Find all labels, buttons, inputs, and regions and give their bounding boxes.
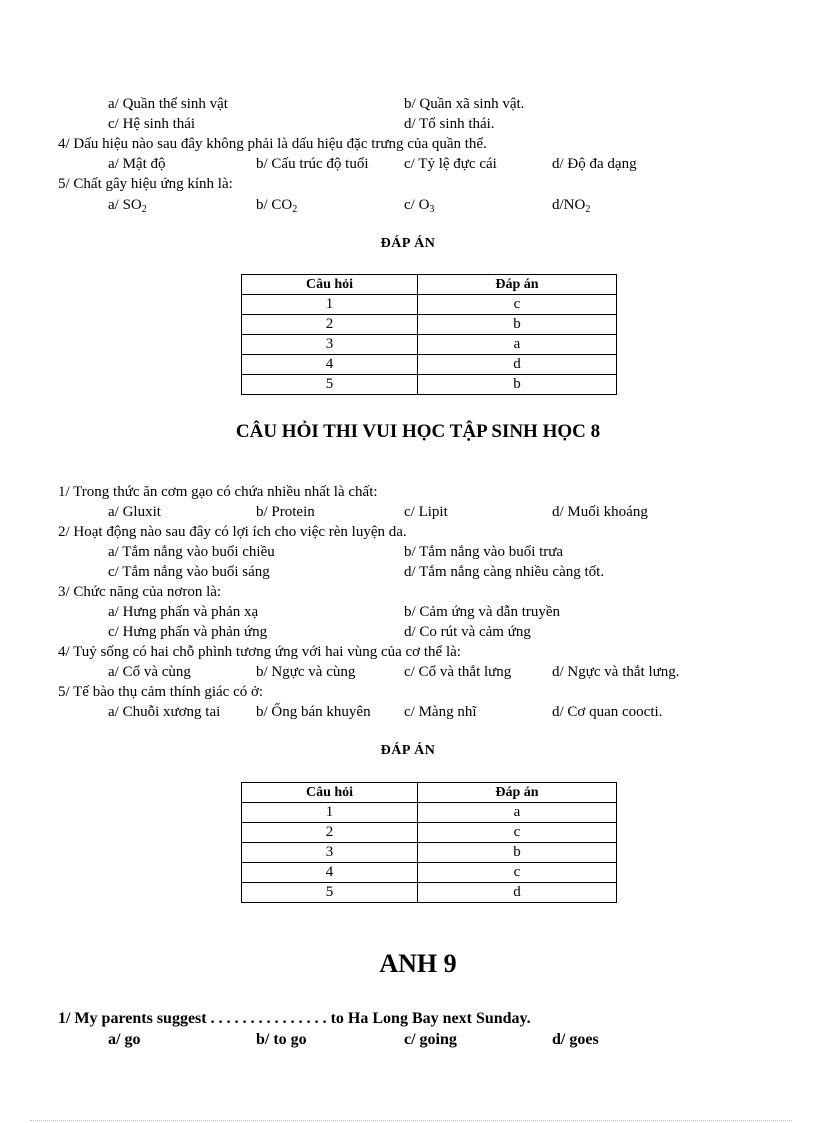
option-d: d/ Độ đa dạng [552,156,637,172]
cell-answer: d [418,355,617,375]
option-a: a/ go [108,1031,141,1048]
cell-question: 4 [242,355,418,375]
english9-question-1: 1/ My parents suggest . . . . . . . . . . . . . . . to Ha Long Bay next Sunday. [58,1010,531,1027]
bio8-q1-options [108,502,748,522]
option-a: a/ Tắm nắng vào buổi chiều [108,544,275,560]
cell-question: 3 [242,843,418,863]
option-c: c/ Hệ sinh thái [108,116,196,132]
cell-answer: b [418,843,617,863]
bio8-question-4: 4/ Tuỷ sống có hai chỗ phình tương ứng với hai vùng của cơ thể là: [58,644,461,660]
option-a: a/ Cổ và cùng [108,664,191,680]
question-4: 4/ Dấu hiệu nào sau đây không phải là dấu hiệu đặc trưng của quần thể. [58,136,487,152]
option-a: a/ Chuỗi xương tai [108,704,221,720]
option-b: b/ to go [256,1031,307,1048]
cell-answer: d [418,883,617,903]
table-row [242,843,617,863]
bio8-q3-options-row2 [108,622,748,642]
option-a: a/ Mật độ [108,156,166,172]
table-row [242,883,617,903]
bio8-question-2: 2/ Hoạt động nào sau đây có lợi ích cho việc rèn luyện da. [58,524,407,540]
option-c: c/ Hưng phấn và phản ứng [108,624,268,640]
option-d: $d/NO_2$ [552,197,591,215]
option-d: d/ Ngực và thắt lưng. [552,664,680,680]
option-d: d/ goes [552,1031,599,1048]
cell-question: 3 [242,335,418,355]
option-a: a/ Gluxit [108,504,161,520]
answer-table-1 [241,274,617,395]
cell-answer: a [418,803,617,823]
option-b: b/ Ngực và cùng [256,664,356,680]
cell-question: 2 [242,823,418,843]
column-header-question: Câu hỏi [242,275,418,295]
table-row [242,823,617,843]
option-c: c/ going [404,1031,457,1048]
table-row [242,803,617,823]
option-d: d/ Tắm nắng càng nhiều càng tốt. [404,564,605,580]
cell-answer: c [418,863,617,883]
bio8-question-5: 5/ Tế bào thụ cảm thính giác có ở: [58,684,264,700]
bio8-q3-options-row1 [108,602,748,622]
bio8-q2-options-row2 [108,562,748,582]
english9-q1-options [108,1030,748,1050]
cell-answer: a [418,335,617,355]
table-row [242,315,617,335]
table-row [242,295,617,315]
q5-options [108,195,748,215]
option-b: b/ Ống bán khuyên [256,704,371,720]
table-header-row [242,275,617,295]
cell-answer: c [418,823,617,843]
option-a: a/ Quần thể sinh vật [108,96,228,112]
option-b: b/ Tắm nắng vào buổi trưa [404,544,564,560]
cell-answer: c [418,295,617,315]
answer-table-2 [241,782,617,903]
option-c: c/ Lipit [404,504,448,520]
cell-answer: b [418,375,617,395]
option-d: d/ Muối khoáng [552,504,648,520]
column-header-answer: Đáp án [418,783,617,803]
option-b: b/ $CO_2$ [256,197,298,215]
bio8-q5-options [108,702,748,722]
table-row [242,355,617,375]
page-bottom-rule [30,1120,792,1121]
bio8-q4-options [108,662,748,682]
table-row [242,335,617,355]
q4-options [108,154,748,174]
cell-question: 2 [242,315,418,335]
cell-question: 5 [242,375,418,395]
section-title-english9: ANH 9 [379,949,457,978]
bio8-question-1: 1/ Trong thức ăn cơm gạo có chứa nhiều nhất là chất: [58,484,378,500]
option-c: c/ Màng nhĩ [404,704,477,720]
bio8-question-3: 3/ Chức năng của nơron là: [58,584,222,600]
option-d: d/ Co rút và cảm ứng [404,624,531,640]
option-b: b/ Protein [256,504,315,520]
q3-options-row1 [108,94,748,114]
option-a: a/ Hưng phấn và phản xạ [108,604,259,620]
option-c: c/ Cổ và thắt lưng [404,664,512,680]
table-row [242,375,617,395]
q3-options-row2 [108,114,748,134]
column-header-answer: Đáp án [418,275,617,295]
cell-answer: b [418,315,617,335]
cell-question: 1 [242,295,418,315]
option-a: a/ $SO_2$ [108,197,147,215]
section-title-bio8: CÂU HỎI THI VUI HỌC TẬP SINH HỌC 8 [235,421,601,442]
cell-question: 4 [242,863,418,883]
option-c: c/ Tắm nắng vào buổi sáng [108,564,270,580]
option-d: d/ Cơ quan coocti. [552,704,663,720]
cell-question: 5 [242,883,418,903]
option-d: d/ Tổ sinh thái. [404,116,495,132]
option-b: b/ Cấu trúc độ tuổi [256,156,369,172]
table-header-row [242,783,617,803]
option-c: c/ $O_3$ [404,197,435,215]
cell-question: 1 [242,803,418,823]
option-b: b/ Quần xã sinh vật. [404,96,525,112]
question-5: 5/ Chất gây hiệu ứng kính là: [58,176,233,192]
answer-heading-2: ĐÁP ÁN [380,743,436,758]
table-row [242,863,617,883]
answer-heading-1: ĐÁP ÁN [380,236,436,251]
column-header-question: Câu hỏi [242,783,418,803]
option-c: c/ Tỷ lệ đực cái [404,156,497,172]
option-b: b/ Cảm ứng và dẫn truyền [404,604,561,620]
bio8-q2-options-row1 [108,542,748,562]
